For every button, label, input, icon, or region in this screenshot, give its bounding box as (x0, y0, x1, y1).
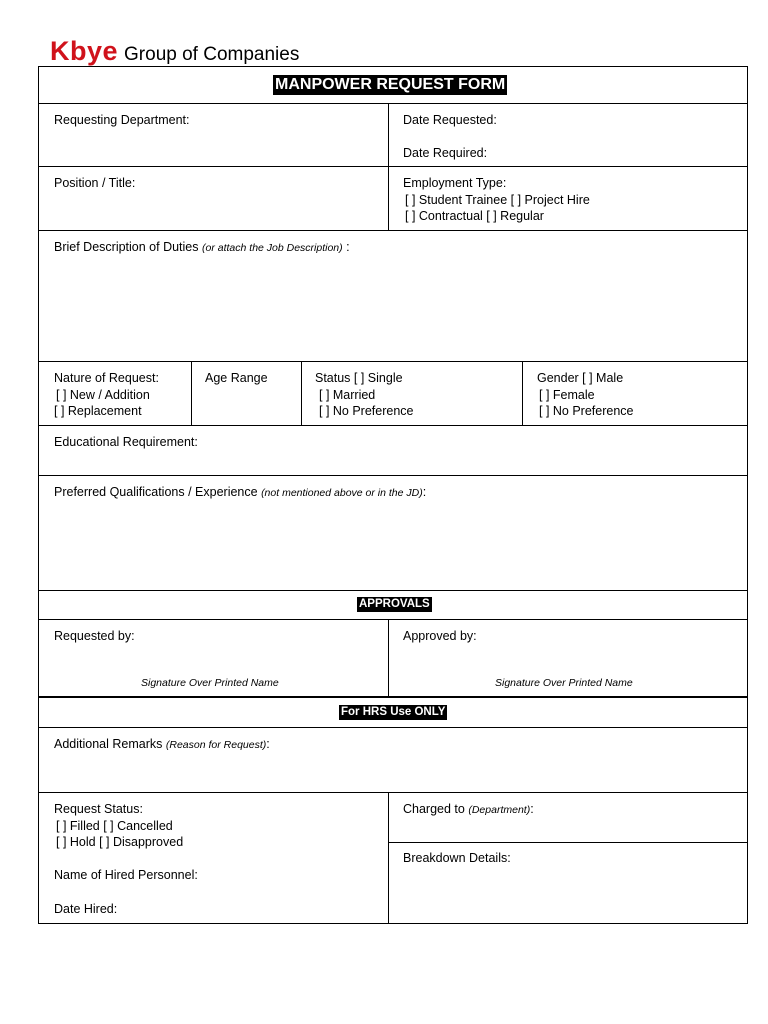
employment-type-options-1: [ ] Student Trainee [ ] Project Hire (405, 192, 590, 207)
divider (39, 361, 747, 362)
additional-remarks-field (54, 736, 270, 754)
divider (39, 230, 747, 231)
gender-option-male: Gender [ ] Male (537, 371, 624, 385)
charged-to-field (403, 801, 534, 819)
status-option-no-preference: [ ] No Preference (319, 404, 414, 418)
requested-by-label: Requested by: (54, 629, 135, 643)
brand-logo-text: Kbye (50, 36, 119, 66)
request-status-field (54, 801, 183, 851)
date-hired-label: Date Hired: (54, 902, 118, 916)
remarks-note: (Reason for Request) (165, 739, 267, 751)
qualifications-note: (not mentioned above or in the JD) (261, 487, 423, 499)
employment-type-field (403, 175, 590, 225)
charged-to-note: (Department) (468, 804, 531, 816)
form-title: MANPOWER REQUEST FORM (275, 76, 506, 93)
divider (388, 792, 389, 924)
hired-personnel-label: Name of Hired Personnel: (54, 868, 198, 882)
signature-caption-approved: Signature Over Printed Name (495, 677, 633, 689)
employment-type-options-2: [ ] Contractual [ ] Regular (405, 209, 544, 223)
divider (39, 727, 747, 728)
divider (522, 361, 523, 425)
approvals-section-title: APPROVALS (359, 598, 430, 610)
charged-to-label: Charged to (403, 802, 465, 816)
duties-field (54, 239, 350, 257)
duties-note: (or attach the Job Description) (202, 242, 343, 254)
gender-option-female: [ ] Female (539, 387, 595, 402)
duties-suffix: : (342, 240, 350, 254)
requesting-department-label: Requesting Department: (54, 113, 190, 127)
request-status-options-2: [ ] Hold [ ] Disapproved (56, 835, 184, 849)
age-range-label: Age Range (205, 371, 268, 385)
status-option-married: [ ] Married (319, 387, 376, 402)
request-status-label: Request Status: (54, 802, 143, 816)
divider (389, 842, 747, 843)
divider (39, 166, 747, 167)
company-name: Group of Companies (124, 44, 300, 65)
employment-type-label: Employment Type: (403, 176, 507, 190)
qualifications-suffix: : (422, 485, 427, 499)
divider (388, 619, 389, 697)
duties-label: Brief Description of Duties (54, 240, 199, 254)
breakdown-details-label: Breakdown Details: (403, 851, 511, 865)
manpower-request-form (38, 66, 748, 924)
nature-label: Nature of Request: (54, 371, 159, 385)
gender-field (537, 370, 634, 420)
signature-caption-requested: Signature Over Printed Name (141, 677, 279, 689)
approved-by-label: Approved by: (403, 629, 477, 643)
qualifications-field (54, 484, 426, 502)
divider (39, 619, 747, 620)
divider (39, 425, 747, 426)
request-status-options-1: [ ] Filled [ ] Cancelled (56, 818, 173, 833)
remarks-label: Additional Remarks (54, 737, 163, 751)
position-title-label: Position / Title: (54, 176, 136, 190)
divider (39, 590, 747, 591)
divider (39, 103, 747, 104)
qualifications-label: Preferred Qualifications / Experience (54, 485, 258, 499)
company-header (50, 36, 299, 67)
divider (39, 475, 747, 476)
divider (191, 361, 192, 425)
date-requested-label: Date Requested: (403, 113, 497, 127)
divider (39, 792, 747, 793)
nature-of-request-field (54, 370, 159, 420)
gender-option-no-preference: [ ] No Preference (539, 404, 634, 418)
divider (39, 696, 747, 698)
remarks-suffix: : (266, 737, 270, 751)
charged-to-suffix: : (530, 802, 534, 816)
status-field (315, 370, 414, 420)
educational-requirement-label: Educational Requirement: (54, 435, 198, 449)
divider (301, 361, 302, 425)
date-required-label: Date Required: (403, 146, 488, 160)
status-option-single: Status [ ] Single (315, 371, 403, 385)
nature-option-replacement: [ ] Replacement (54, 404, 142, 418)
nature-option-new: [ ] New / Addition (56, 387, 150, 402)
divider (388, 103, 389, 230)
hrs-section-title: For HRS Use ONLY (341, 706, 446, 718)
